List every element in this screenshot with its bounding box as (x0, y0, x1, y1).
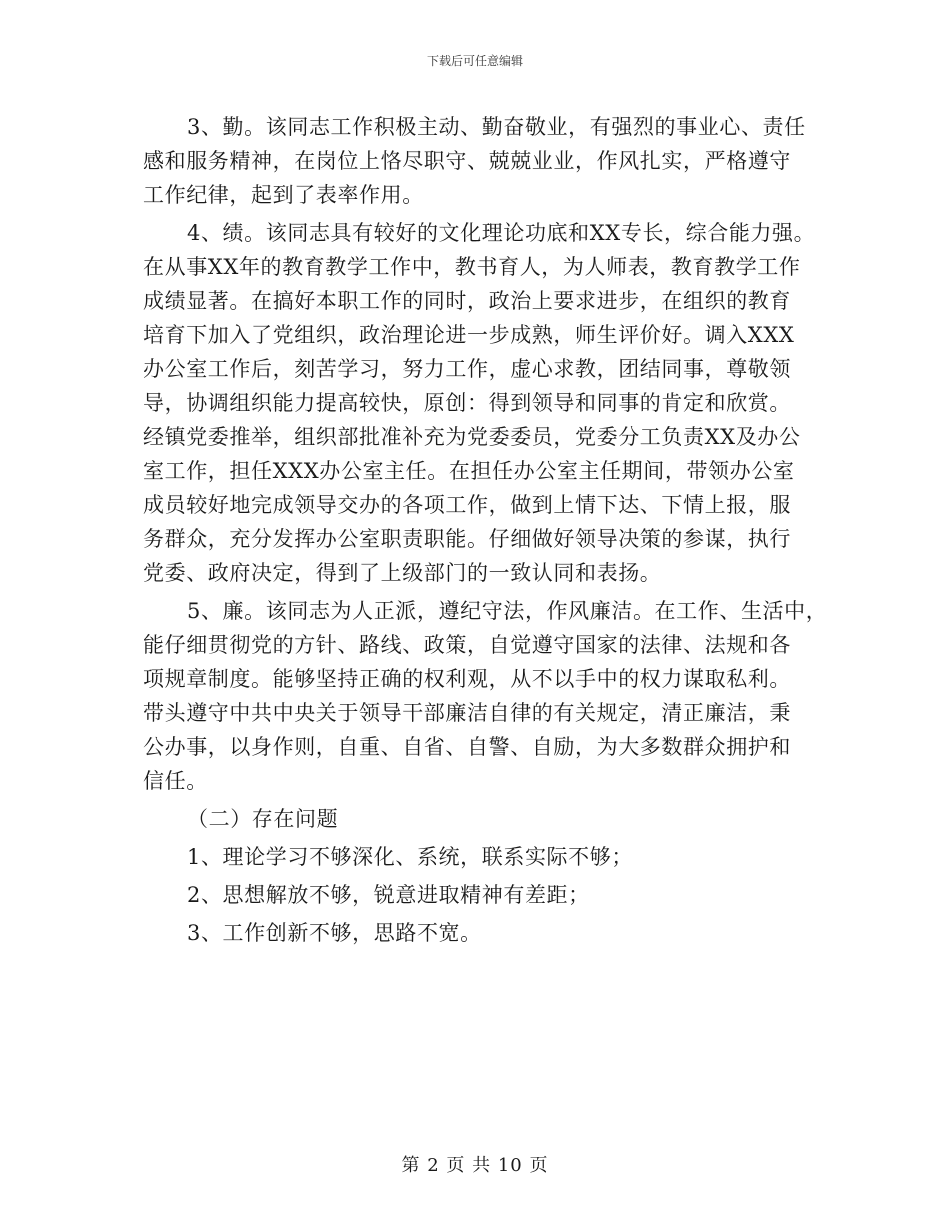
text-line: 成绩显著。在搞好本职工作的同时，政治上要求进步，在组织的教育 (143, 289, 791, 313)
text-line: 项规章制度。能够坚持正确的权利观，从不以手中的权力谋取私利。 (143, 667, 791, 691)
text-line: 在从事XX年的教育教学工作中，教书育人，为人师表，教育教学工作 (143, 255, 801, 279)
text-line: 带头遵守中共中央关于领导干部廉洁自律的有关规定，清正廉洁，秉 (143, 701, 791, 725)
page-header-note: 下载后可任意编辑 (426, 54, 523, 68)
paragraph-diligence (143, 110, 823, 212)
list-item: 2、思想解放不够，锐意进取精神有差距； (187, 883, 590, 907)
paragraph-integrity (143, 594, 828, 798)
text-line: 3、勤。该同志工作积极主动、勤奋敬业，有强烈的事业心、责任 (187, 115, 806, 139)
text-line: 公办事，以身作则，自重、自省、自警、自励，为大多数群众拥护和 (143, 735, 791, 759)
text-line: 工作纪律，起到了表率作用。 (143, 183, 424, 207)
text-line: 党委、政府决定，得到了上级部门的一致认同和表扬。 (143, 561, 662, 585)
text-line: 培育下加入了党组织，政治理论进一步成熟，师生评价好。调入XXX (143, 323, 795, 347)
text-line: 能仔细贯彻党的方针、路线、政策，自觉遵守国家的法律、法规和各 (143, 633, 791, 657)
document-body (143, 110, 828, 950)
text-line: 经镇党委推举，组织部批准补充为党委委员，党委分工负责XX及办公 (143, 425, 801, 449)
page-number: 第 2 页 共 10 页 (401, 1155, 549, 1176)
text-line: 成员较好地完成领导交办的各项工作，做到上情下达、下情上报，服 (143, 493, 791, 517)
paragraph-performance (143, 216, 823, 590)
text-line: 室工作，担任XXX办公室主任。在担任办公室主任期间，带领办公室 (143, 459, 795, 483)
section-heading-problems: （二）存在问题 (187, 807, 339, 831)
list-item: 1、理论学习不够深化、系统，联系实际不够； (187, 845, 633, 869)
text-line: 务群众，充分发挥办公室职责职能。仔细做好领导决策的参谋，执行 (143, 527, 791, 551)
list-item: 3、工作创新不够，思路不宽。 (187, 921, 482, 945)
text-line: 4、绩。该同志具有较好的文化理论功底和XX专长，综合能力强。 (187, 221, 816, 245)
text-line: 办公室工作后，刻苦学习，努力工作，虚心求教，团结同事，尊敬领 (143, 357, 791, 381)
problems-list (143, 840, 823, 950)
text-line: 信任。 (143, 769, 208, 793)
text-line: 5、廉。该同志为人正派，遵纪守法，作风廉洁。在工作、生活中， (187, 599, 828, 623)
text-line: 导，协调组织能力提高较快，原创：得到领导和同事的肯定和欣赏。 (143, 391, 791, 415)
text-line: 感和服务精神，在岗位上恪尽职守、兢兢业业，作风扎实，严格遵守 (143, 149, 791, 173)
